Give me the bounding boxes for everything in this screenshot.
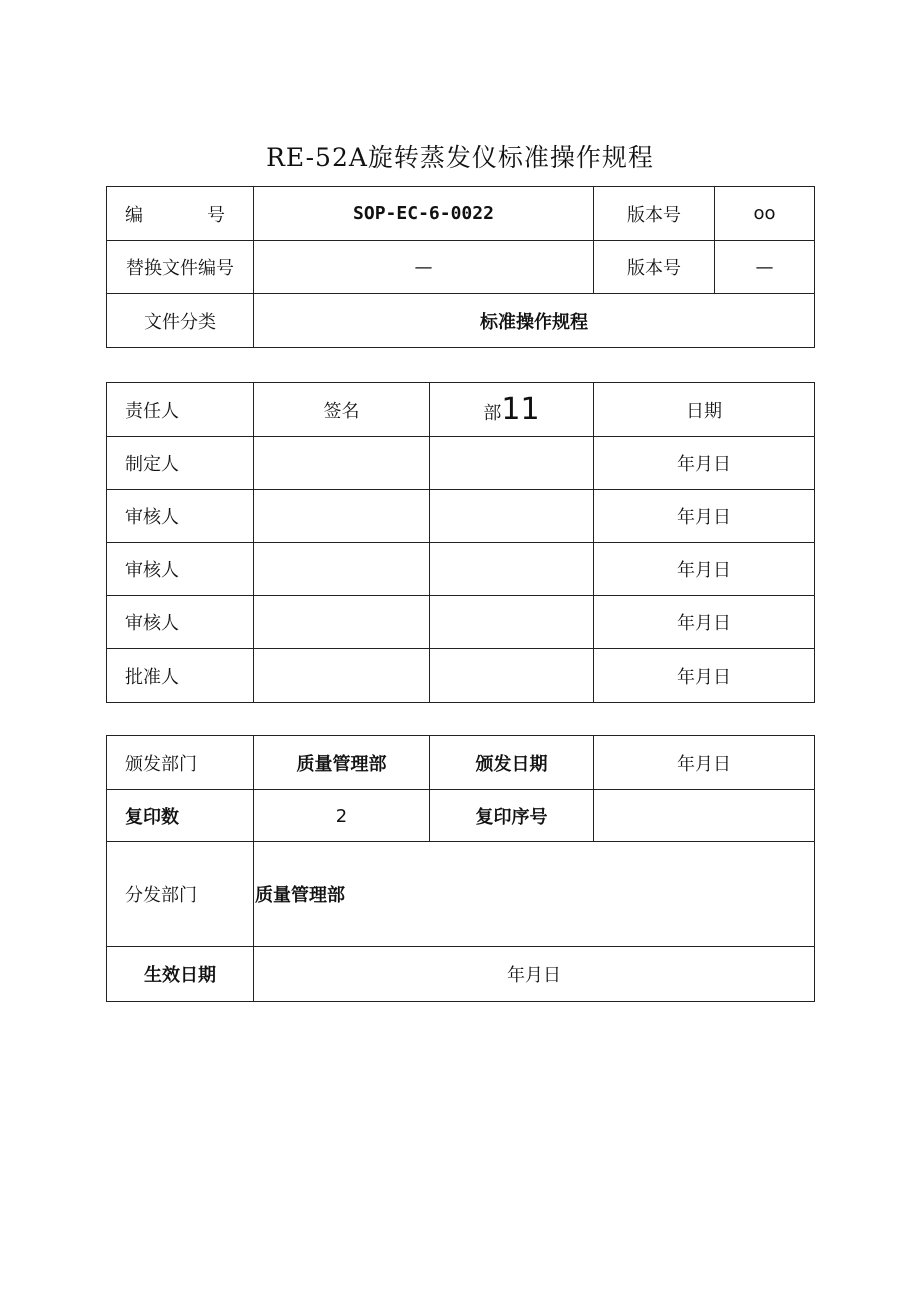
department-cell (430, 490, 594, 543)
copy-serial-label: 复印序号 (430, 790, 594, 842)
department-cell (430, 543, 594, 596)
replace-label: 替换文件编号 (107, 241, 254, 294)
category-value: 标准操作规程 (254, 294, 815, 348)
code-label-part1: 编 (125, 204, 143, 226)
table-header-row (107, 383, 815, 437)
table-row (107, 736, 815, 790)
issue-date-value: 年月日 (594, 736, 815, 790)
role-cell: 审核人 (107, 543, 254, 596)
table-row (107, 947, 815, 1002)
table-row (107, 543, 815, 596)
category-label: 文件分类 (107, 294, 254, 348)
date-cell: 年月日 (594, 649, 815, 703)
document-title: RE-52A旋转蒸发仪标准操作规程 (266, 143, 654, 172)
replace-value: — (254, 241, 594, 294)
table-row (107, 790, 815, 842)
responsibility-table (106, 382, 815, 703)
signature-header: 签名 (254, 383, 430, 437)
signature-cell (254, 649, 430, 703)
issue-dept-value: 质量管理部 (254, 736, 430, 790)
copies-label: 复印数 (107, 790, 254, 842)
distribution-table (106, 735, 815, 1002)
table-row (107, 187, 815, 241)
code-label-cell (107, 187, 254, 241)
signature-cell (254, 437, 430, 490)
effective-date-label: 生效日期 (107, 947, 254, 1002)
date-header: 日期 (594, 383, 815, 437)
version-label: 版本号 (594, 187, 715, 241)
role-header: 责任人 (107, 383, 254, 437)
department-cell (430, 437, 594, 490)
issue-dept-label: 颁发部门 (107, 736, 254, 790)
code-label-part2: 号 (207, 204, 225, 226)
department-cell (430, 649, 594, 703)
document-code: SOP-EC-6-0022 (254, 187, 594, 241)
department-header (430, 383, 594, 437)
role-cell: 审核人 (107, 596, 254, 649)
role-cell: 审核人 (107, 490, 254, 543)
date-cell: 年月日 (594, 543, 815, 596)
effective-date-value: 年月日 (254, 947, 815, 1002)
department-header-suffix: 11 (501, 392, 540, 427)
date-cell: 年月日 (594, 437, 815, 490)
version-value: oo (715, 187, 815, 241)
distribute-dept-label: 分发部门 (107, 842, 254, 947)
table-row (107, 649, 815, 703)
role-cell: 批准人 (107, 649, 254, 703)
table-row (107, 596, 815, 649)
signature-cell (254, 596, 430, 649)
table-row (107, 437, 815, 490)
distribute-dept-value: 质量管理部 (254, 842, 815, 947)
copies-value: 2 (254, 790, 430, 842)
department-cell (430, 596, 594, 649)
replace-version-value: — (715, 241, 815, 294)
issue-date-label: 颁发日期 (430, 736, 594, 790)
department-header-prefix: 部 (483, 403, 502, 424)
role-cell: 制定人 (107, 437, 254, 490)
copy-serial-value (594, 790, 815, 842)
table-row (107, 490, 815, 543)
document-info-table (106, 186, 815, 348)
table-row (107, 842, 815, 947)
date-cell: 年月日 (594, 596, 815, 649)
table-row (107, 241, 815, 294)
date-cell: 年月日 (594, 490, 815, 543)
signature-cell (254, 543, 430, 596)
replace-version-label: 版本号 (594, 241, 715, 294)
table-row (107, 294, 815, 348)
signature-cell (254, 490, 430, 543)
